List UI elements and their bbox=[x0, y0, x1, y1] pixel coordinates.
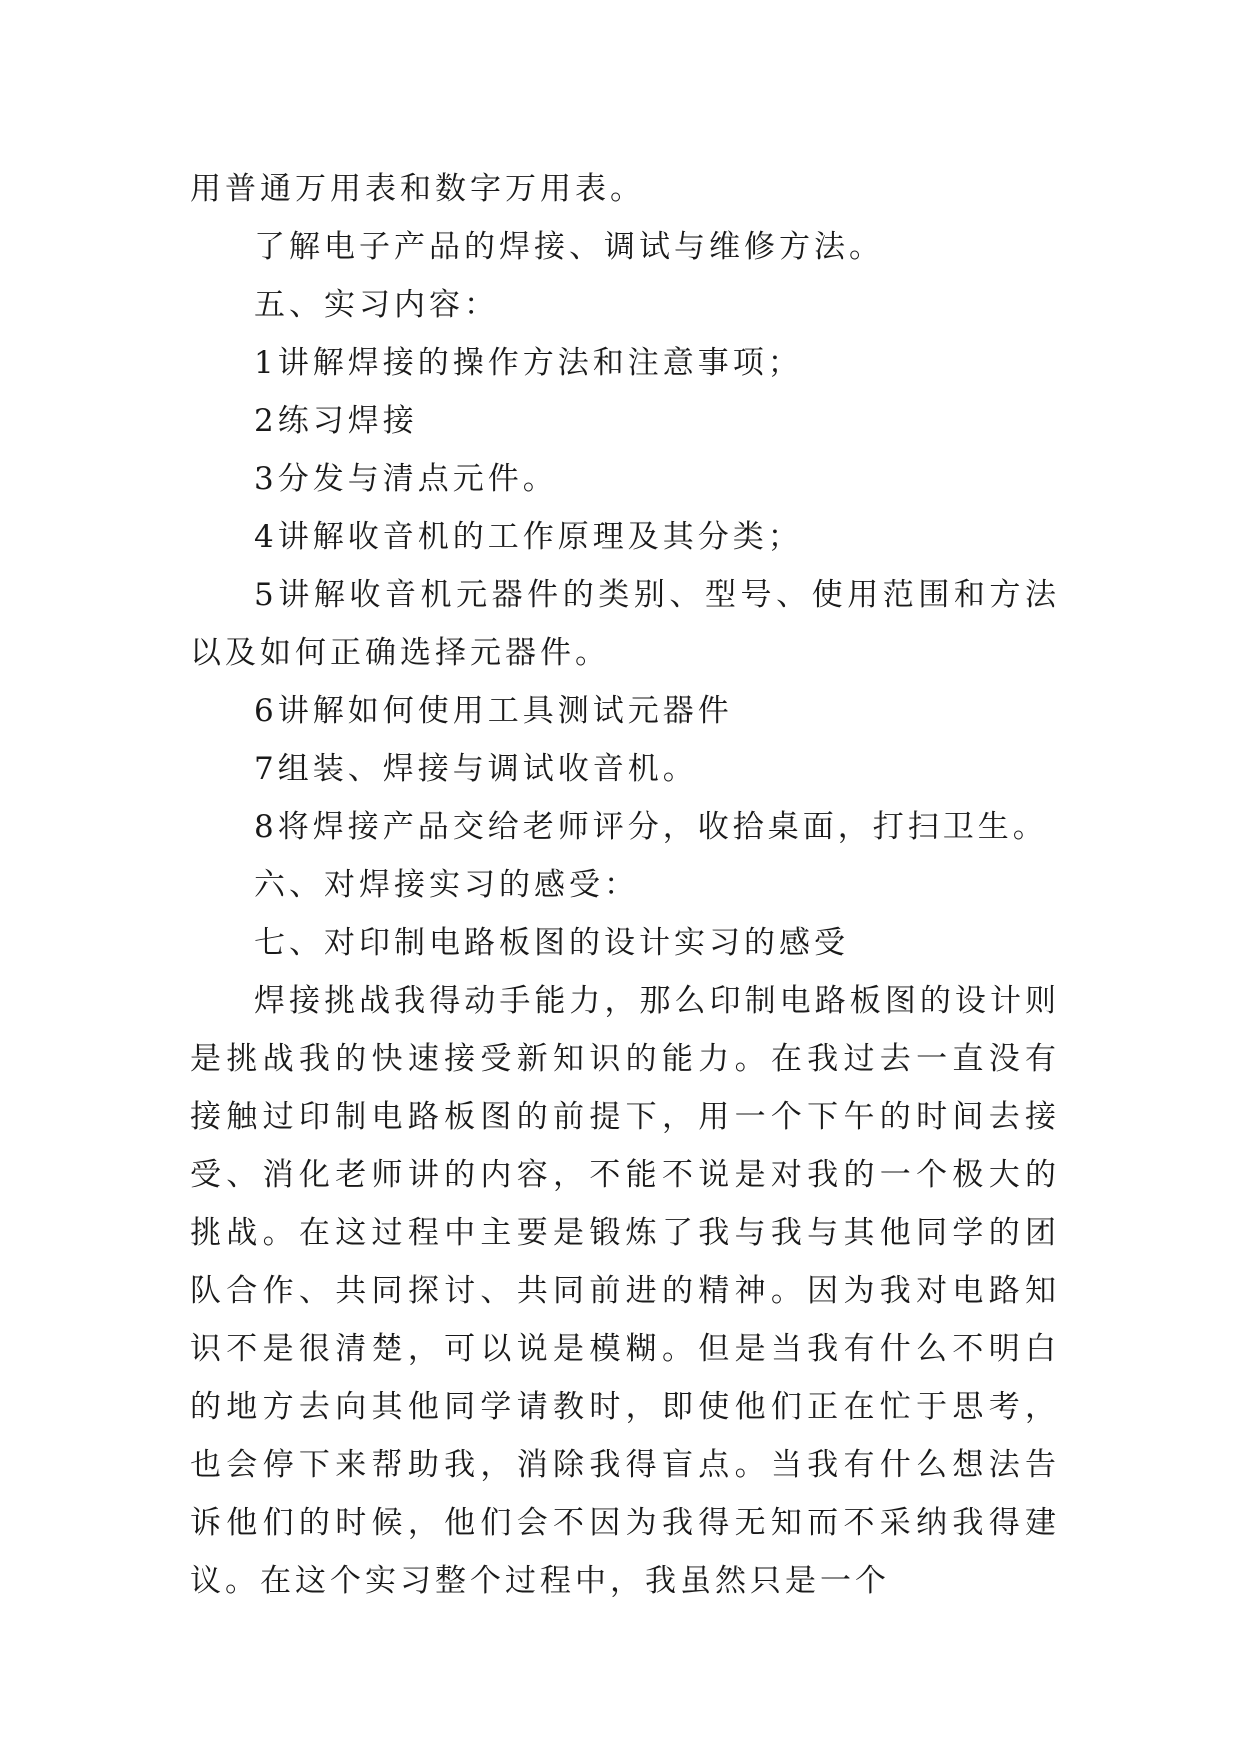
paragraph-1: 用普通万用表和数字万用表。 bbox=[190, 171, 645, 207]
section-heading-5: 五、实习内容： bbox=[254, 287, 499, 323]
list-item-6: 6讲解如何使用工具测试元器件 bbox=[254, 693, 733, 729]
list-item-1: 1讲解焊接的操作方法和注意事项； bbox=[254, 345, 803, 381]
section-heading-6: 六、对焊接实习的感受： bbox=[254, 867, 639, 903]
list-item-2: 2练习焊接 bbox=[254, 403, 418, 439]
body-paragraph: 焊接挑战我得动手能力，那么印制电路板图的设计则是挑战我的快速接受新知识的能力。在我过去一直没有接触过印制电路板图的前提下，用一个下午的时间去接受、消化老师讲的内容，不能不说是对我的一个极大的挑战。在这过程中主要是锻炼了我与我与其他同学的团队合作、共同探讨、共同前进的精神。因为我对电路知识不是很清楚，可以说是模糊。但是当我有什么不明白的地方去向其他同学请教时，即使他们正在忙于思考，也会停下来帮助我，消除我得盲点。当我有什么想法告诉他们的时候，他们会不因为我得无知而不采纳我得建议。在这个实习整个过程中，我虽然只是一个 bbox=[190, 983, 1060, 1599]
paragraph-2: 了解电子产品的焊接、调试与维修方法。 bbox=[254, 229, 884, 265]
list-item-5: 5讲解收音机元器件的类别、型号、使用范围和方法以及如何正确选择元器件。 bbox=[190, 577, 1060, 671]
document-body bbox=[190, 160, 1060, 1610]
list-item-7: 7组装、焊接与调试收音机。 bbox=[254, 751, 698, 787]
list-item-8: 8将焊接产品交给老师评分，收拾桌面，打扫卫生。 bbox=[254, 809, 1048, 845]
section-heading-7: 七、对印制电路板图的设计实习的感受 bbox=[254, 925, 849, 961]
list-item-3: 3分发与清点元件。 bbox=[254, 461, 558, 497]
list-item-4: 4讲解收音机的工作原理及其分类； bbox=[254, 519, 803, 555]
